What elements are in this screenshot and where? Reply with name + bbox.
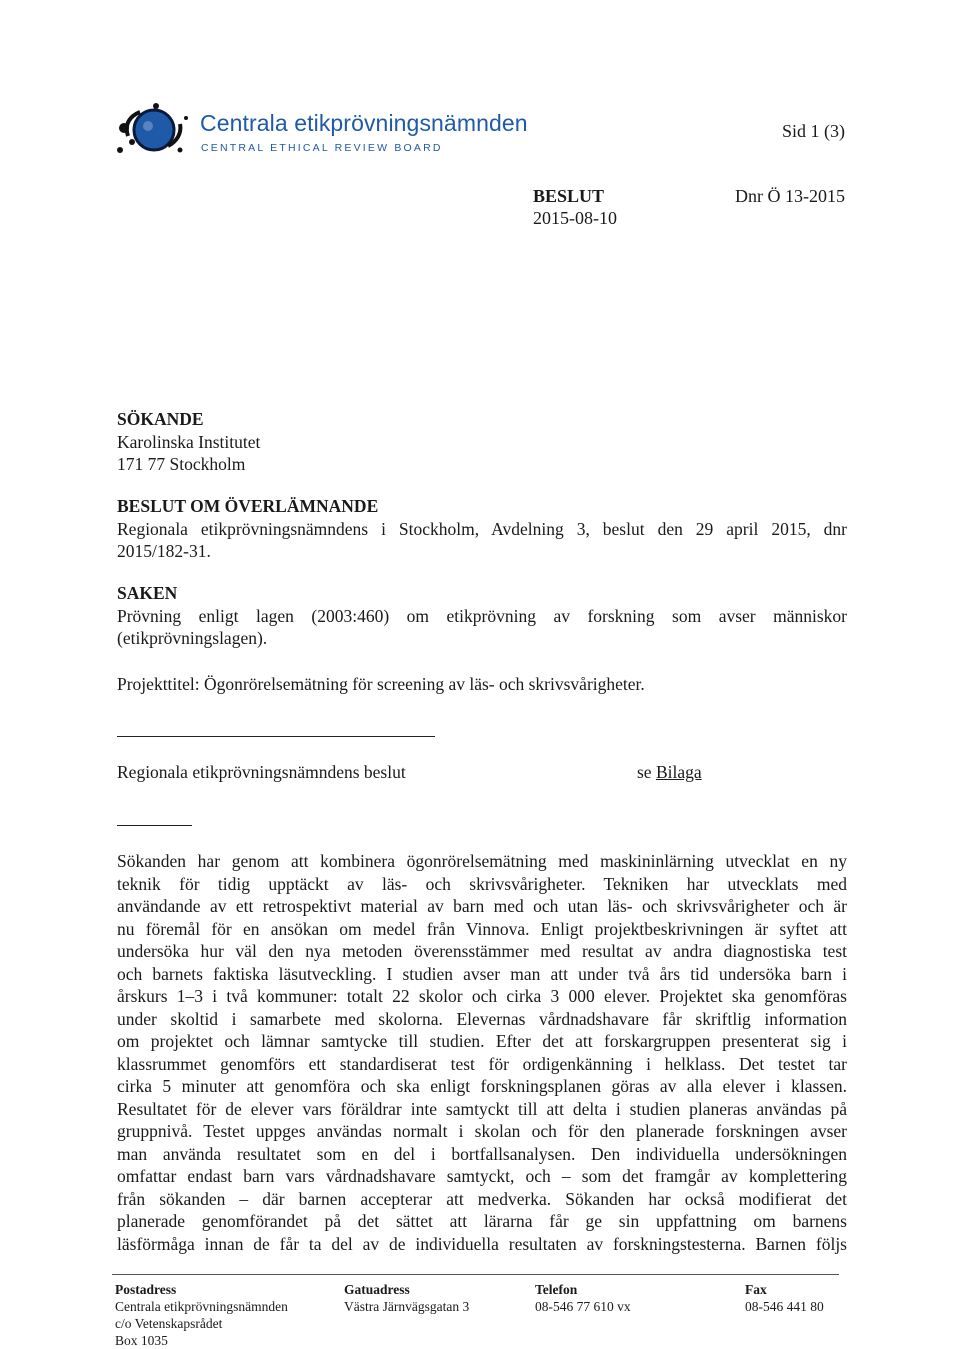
decision-see-prefix: se [637, 762, 656, 782]
body-line: undersöka hur väl den nya metoden överensstämmer med resultat av andra diagnostiska test [117, 941, 847, 961]
document-type: BESLUT [533, 186, 605, 206]
divider-line [117, 736, 435, 737]
body-line: om projektet och lämnar samtycke till studien. Efter det att forskargruppen presenterat sig i [117, 1031, 847, 1051]
logo-icon [110, 98, 192, 160]
footer-postal-line: Centrala etikprövningsnämnden [115, 1299, 288, 1314]
body-line: cirka 5 minuter att genomföra och ska enligt forskningsplanen göras av alla elever i klassen. [117, 1076, 847, 1096]
referral-line-2: 2015/182-31. [117, 541, 211, 561]
matter-line-1: Prövning enligt lagen (2003:460) om etikprövning av forskning som avser människor [117, 605, 847, 626]
footer-street [344, 1281, 469, 1315]
footer-street-line: Västra Järnvägsgatan 3 [344, 1299, 470, 1314]
footer-street-heading: Gatuadress [344, 1282, 410, 1297]
matter-heading: SAKEN [117, 583, 178, 603]
body-line: och barnets faktiska läsutveckling. I studien avser man att under två års tid undersöka barn i [117, 963, 847, 984]
matter-section [117, 582, 847, 650]
body-line: man använda resultatet som en del i bortfallsanalysen. Den individuella undersökningen [117, 1143, 847, 1164]
appendix-link[interactable]: Bilaga [655, 762, 702, 782]
applicant-address: 171 77 Stockholm [117, 454, 246, 474]
applicant-heading: SÖKANDE [117, 409, 204, 429]
org-name: Centrala etikprövningsnämnden [200, 110, 528, 136]
footer-fax [745, 1281, 824, 1315]
footer-postal-line: c/o Vetenskapsrådet [115, 1316, 223, 1331]
applicant-section [117, 408, 260, 476]
matter-line-2: (etikprövningslagen). [117, 628, 268, 648]
body-line: omfattar endast barn vars vårdnadshavare samtyckt, och – som det framgår av komplettering [117, 1166, 847, 1186]
divider-line-short [117, 825, 192, 826]
footer-divider [112, 1274, 839, 1275]
body-text [117, 850, 847, 1255]
footer-postal-heading: Postadress [115, 1282, 177, 1297]
body-line: gruppnivå. Testet uppges användas normalt i skolan och för den planerade forskningen avser [117, 1121, 847, 1141]
footer-phone [535, 1281, 631, 1315]
decision-reference [637, 761, 702, 784]
footer-postal [115, 1281, 288, 1349]
page-number: Sid 1 (3) [782, 121, 845, 141]
body-line: årskurs 1–3 i två kommuner: totalt 22 skolor och cirka 3 000 elever. Projektet ska genomföras [117, 986, 847, 1006]
body-line: användande av ett retrospektivt material av barn med och utan läs- och skrivsvårigheter och är [117, 896, 847, 916]
body-line: Resultatet för de elever vars föräldrar inte samtyckt till att delta i studien planeras användas på [117, 1098, 847, 1119]
body-line: Sökanden har genom att kombinera ögonrörelsemätning med maskininlärning utvecklat en ny [117, 851, 847, 871]
footer-phone-heading: Telefon [535, 1282, 578, 1297]
referral-heading: BESLUT OM ÖVERLÄMNANDE [117, 496, 379, 516]
document-date: 2015-08-10 [533, 208, 617, 228]
footer-fax-line: 08-546 441 80 [745, 1299, 824, 1314]
referral-section [117, 495, 847, 563]
footer-phone-line: 08-546 77 610 vx [535, 1299, 631, 1314]
footer-fax-heading: Fax [745, 1282, 767, 1297]
referral-line-1: Regionala etikprövningsnämndens i Stockholm, Avdelning 3, beslut den 29 april 2015, dnr [117, 518, 847, 539]
footer-postal-line: Box 1035 [115, 1333, 168, 1348]
body-line: teknik för tidig upptäckt av läs- och skrivsvårigheter. Tekniken har utvecklats med [117, 873, 847, 894]
body-line: nu föremål för en ansökan om medel från Vinnova. Enligt projektbeskrivningen är syftet att [117, 918, 847, 939]
body-line: planerade genomförandet på det sättet att lärarna får ge sin uppfattning om barnens [117, 1211, 847, 1231]
decision-label: Regionala etikprövningsnämndens beslut [117, 762, 406, 782]
applicant-name: Karolinska Institutet [117, 431, 261, 452]
document-dnr: Dnr Ö 13-2015 [735, 186, 845, 206]
org-subtitle: CENTRAL ETHICAL REVIEW BOARD [201, 142, 443, 154]
body-line: klassrummet genomförs ett standardiserat test för ordigenkänning i helklass. Det testet tar [117, 1053, 847, 1074]
body-line: läsförmåga innan de får ta del av de individuella resultaten av forskningstesterna. Barnen följs [117, 1233, 847, 1254]
body-line: under skoltid i samarbete med skolorna. Elevernas vårdnadshavare får skriftlig information [117, 1008, 847, 1029]
body-line: från sökanden – där barnen accepterar att medverka. Sökanden har också modifierat det [117, 1188, 847, 1209]
project-title: Projekttitel: Ögonrörelsemätning för screening av läs- och skrivsvårigheter. [117, 674, 645, 694]
